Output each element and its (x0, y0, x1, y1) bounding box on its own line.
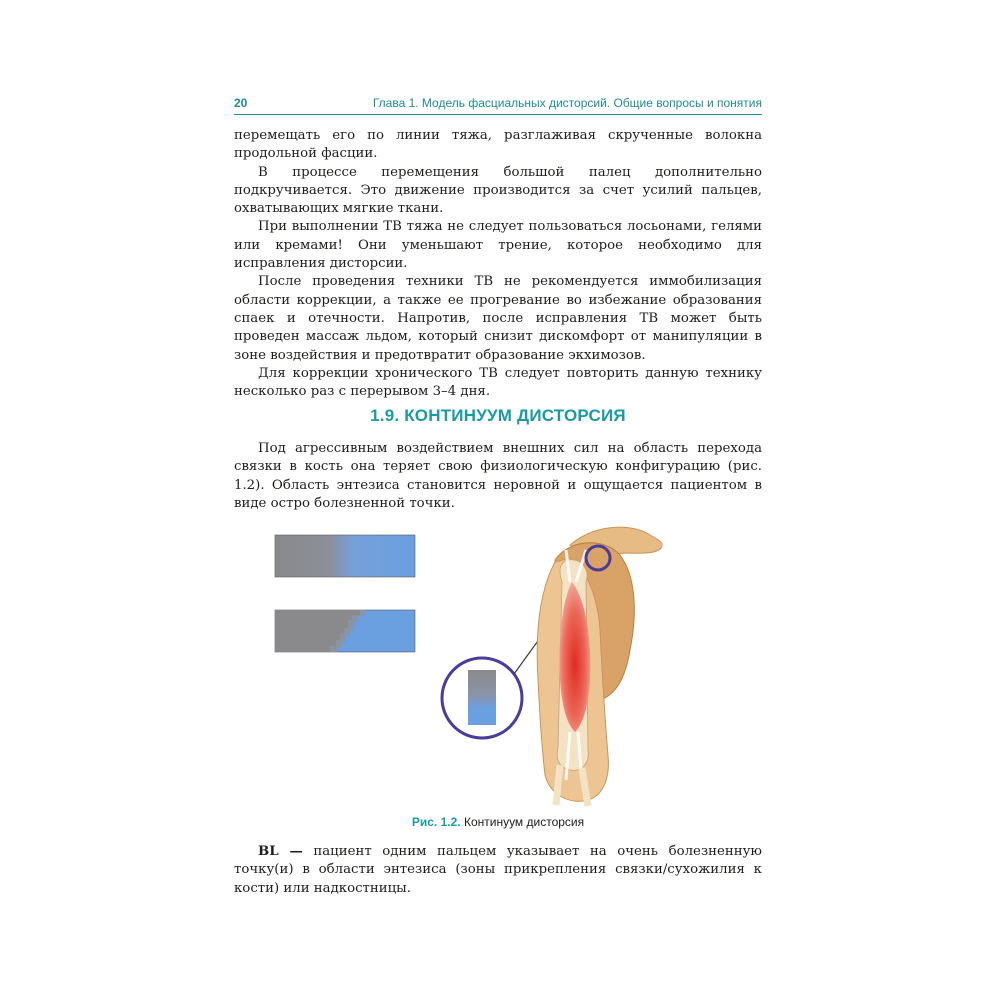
body-text-bottom (234, 843, 762, 898)
term-bl: BL — (258, 844, 303, 859)
body-text-top (234, 127, 762, 401)
paragraph: Для коррекции хронического ТВ следует повторить данную технику несколько раз с перерывом 3–4 дня. (234, 365, 762, 400)
section-body (234, 440, 762, 513)
page-number: 20 (234, 96, 248, 110)
chapter-title: Глава 1. Модель фасциальных дисторсий. Общие вопросы и понятия (372, 96, 762, 110)
distorted-transition-bar (275, 610, 415, 652)
header-rule (234, 114, 762, 115)
paragraph: В процессе перемещения большой палец дополнительно подкручивается. Это движение производится за счет усилий пальцев, охватывающих мягкие ткани. (234, 164, 762, 217)
healthy-transition-bar (275, 535, 415, 577)
paragraph: Под агрессивным воздействием внешних сил на область перехода связки в кость она теряет свою физиологическую конфигурацию (рис. 1.2). Область энтезиса становится неровной и ощущается пациентом в виде остро болезненной точки. (234, 441, 762, 511)
paragraph: При выполнении ТВ тяжа не следует пользоваться лосьонами, гелями или кремами! Они уменьшают трение, которое необходимо для исправления дисторсии. (234, 219, 762, 272)
caption-label: Рис. 1.2. (411, 815, 461, 829)
paragraph: перемещать его по линии тяжа, разглаживая скрученные волокна продольной фасции. (234, 128, 762, 162)
term-definition: пациент одним пальцем указывает на очень болезненную точку(и) в области энтезиса (зоны прикрепления связки/сухожилия к кости) или надкостницы. (234, 844, 763, 896)
magnified-enthesis (468, 670, 496, 725)
arm-illustration (537, 527, 662, 806)
paragraph: После проведения техники ТВ не рекомендуется иммобилизация области коррекции, а также ее прогревание во избежание образования спаек и отечности. Напротив, после исправления ТВ может быть проведен массаж льдом, который снизит дискомфорт от манипуляции в зоне воздействия и предотвратит образование экхимозов. (234, 274, 762, 363)
section-title: 1.9. КОНТИНУУМ ДИСТОРСИЯ (370, 406, 626, 425)
paragraph (234, 843, 762, 898)
figure-caption (234, 815, 762, 829)
figure-illustration (270, 520, 690, 810)
caption-text: Континуум дисторсия (463, 815, 585, 829)
figure-continuum-distortion (270, 520, 690, 810)
running-header (234, 96, 762, 114)
